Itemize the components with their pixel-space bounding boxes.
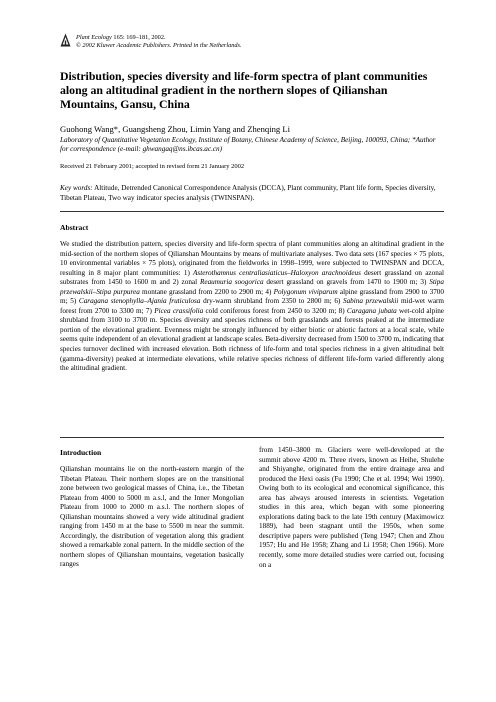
- species-name: Asterothamnus centraliasiaticus–Haloxyon arachnoideus: [193, 268, 361, 277]
- abstract-run: We studied the distribution pattern, species diversity and life-form spectra of plant communities along an altitudinal gradient in the mid-section of the northern slopes of Qilianshan Mountains by means of multivariate analyses. Two data sets (167 species × 75 plots, 10 environmental variables × 75 plots), originated from the fieldworks in 1998–1999, were subjected to TWINSPAN and DCCA, resulting in 8 major plant communities: 1): [60, 240, 444, 277]
- species-name: Sabina przewalskii: [342, 297, 399, 306]
- abstract-run: desert grassland on azonal substrates from 1450 to 1600 m and 2) zonal: [60, 268, 444, 287]
- abstract-run: dry-warm shrubland from 2350 to 2800 m; 6): [200, 297, 343, 306]
- species-name: Caragana jubata: [346, 306, 397, 315]
- section-divider: [60, 437, 444, 438]
- abstract-run: mid-wet warm forest from 2700 to 3300 m; 7): [60, 297, 445, 315]
- abstract-heading: Abstract: [60, 223, 89, 232]
- keywords: [60, 184, 444, 203]
- citation-line: [76, 34, 242, 42]
- journal-masthead: [60, 33, 440, 57]
- keywords-label: Key words:: [60, 184, 93, 192]
- publisher-logo: [60, 33, 71, 47]
- abstract-run: wet-cold alpine shrubland from 3100 to 3700 m. Species diversity and species richness of both grasslands and forests peaked at the intermediate portion of the elevational gradient. Evenness might be strongly influenced by either biotic or abiotic factors at a local scale, while seems quite independent of an elevational gradient at landscape scales. Beta-diversity decreased from 1500 to 3700 m, indicating that species turnover declined with increased elevation. Both richness of life-form and total species richness in a given altitudinal belt (gamma-diversity) peaked at intermediate elevations, while relative species richness of different life-form varied differently along the altitudinal gradient.: [60, 306, 445, 373]
- abstract-text: [60, 240, 444, 374]
- species-name: Picea crassifolia: [154, 306, 204, 315]
- introduction-right-column: from 1450–3800 m. Glaciers were well-developed at the summit above 4200 m. Three rivers, known as Heihe, Shulehe and Shiyanghe, originated from the entire drainage area and produced the Hexi oasis (Fu 1990; Che et al. 1994; Wei 1990). Owing both to its ecological and economical significance, this area has always aroused interests in scientists. Vegetation studies in this area, which began with some pioneering explorations dating back to the late 19th century (Maximowicz 1889), had been stagnant until the 1950s, when some descriptive papers were published (Teng 1947; Chen and Zhou 1957; Hu and He 1958; Zhang and Li 1958; Chen 1966). More recently, some more detailed studies were carried out, focusing on a: [259, 446, 444, 569]
- introduction-left-column: Qilianshan mountains lie on the north-eastern margin of the Tibetan Plateau. Their northern slopes are on the transitional zone between two geological masses of China, i.e., the Tibetan Plateau from 4000 to 5000 m a.s.l, and the Inner Mongolian Plateau from 1000 to 2000 m a.s.l. The northern slopes of Qilianshan mountains showed a very wide altitudinal gradient ranging from 1450 m at the base to 5500 m near the summit. Accordingly, the distribution of vegetation along this gradient showed a remarkable zonal pattern. In the middle section of the northern slopes of Qilianshan mountains, vegetation basically ranges: [60, 465, 244, 569]
- abstract-run: cold coniferous forest from 2450 to 3200 m; 8): [203, 306, 347, 315]
- copyright-line: © 2002 Kluwer Academic Publishers. Printed in the Netherlands.: [76, 42, 242, 49]
- author-list: Guohong Wang*, Guangsheng Zhou, Limin Yang and Zhenqing Li: [60, 124, 290, 134]
- introduction-heading: Introduction: [60, 448, 102, 457]
- species-name: Stipa przewalskii–Stipa purpurea: [60, 278, 444, 296]
- article-title: Distribution, species diversity and life-form spectra of plant communities along an altitudinal gradient in the northern slopes of Qilianshan Mountains, Gansu, China: [60, 69, 428, 112]
- section-divider: [60, 211, 444, 212]
- masthead-text: [76, 34, 242, 50]
- received-dates: Received 21 February 2001; accepted in revised form 21 January 2002: [60, 163, 245, 170]
- volume-pages: 165: 169–181, 2002.: [111, 34, 166, 41]
- affiliation: Laboratory of Quantitative Vegetation Ecology, Institute of Botany, Chinese Academy of Science, Beijing, 100093, China; *Author for correspondence (e-mail: ghwangaq@ns.ibcas.ac.cn): [60, 136, 436, 154]
- abstract-run: montane grassland from 2200 to 2900 m; 4): [139, 287, 274, 296]
- keywords-text: Altitude, Detrended Canonical Correspondence Analysis (DCCA), Plant community, Plant life form, Species diversity, Tibetan Plateau, Two way indicator species analysis (TWINSPAN).: [60, 184, 436, 202]
- journal-name: Plant Ecology: [76, 34, 112, 41]
- species-name: Caragana stenophylla–Ajania fruticulosa: [78, 297, 201, 306]
- abstract-run: desert grassland on gravels from 1470 to 1900 m; 3): [263, 278, 430, 287]
- abstract-run: alpine grassland from 2900 to 3700 m; 5): [60, 287, 444, 306]
- species-name: Polygonum viviparum: [273, 287, 338, 296]
- species-name: Reaumuria soogorica: [199, 278, 264, 287]
